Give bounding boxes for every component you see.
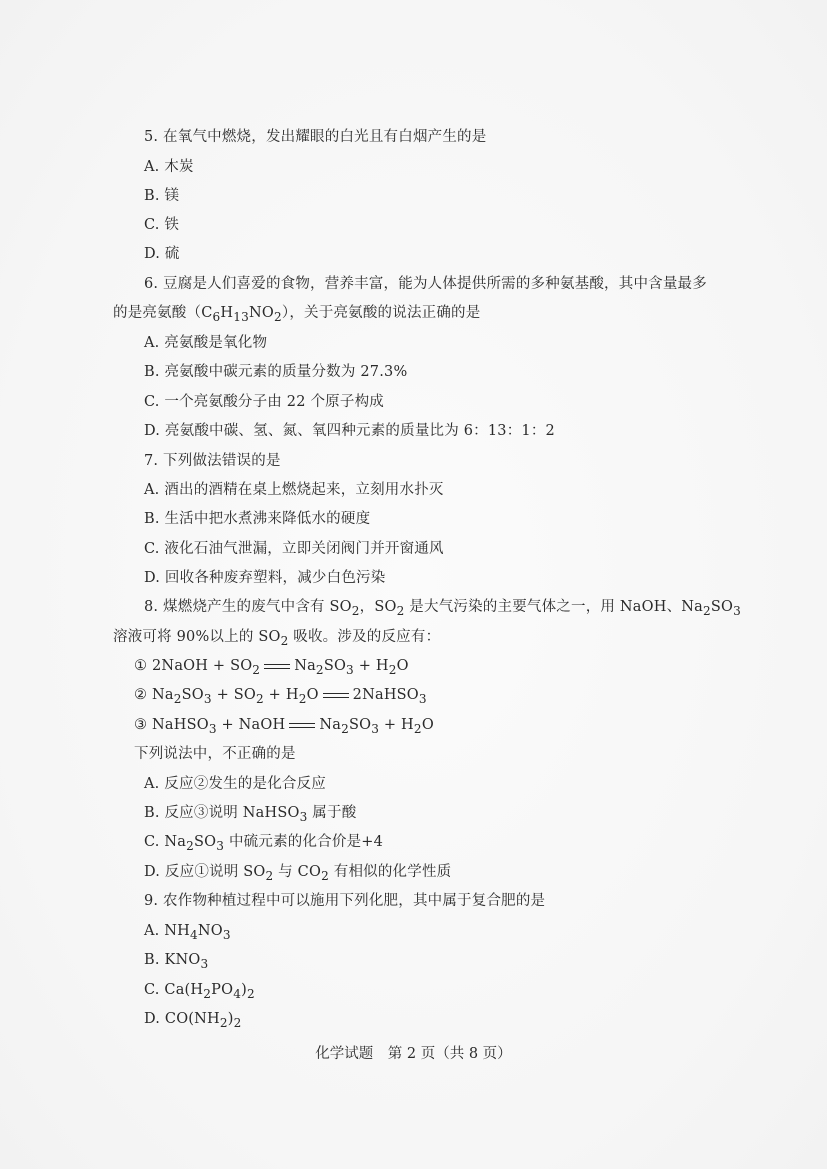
q7-option-a: A. 酒出的酒精在桌上燃烧起来，立刻用水扑灭	[144, 482, 444, 498]
q5-option-a: A. 木炭	[144, 159, 194, 175]
q9-option-d: D. $CO(NH_2)_2$	[144, 1011, 242, 1030]
q8-option-a: A. 反应②发生的是化合反应	[144, 776, 326, 792]
reaction-equation-1: ① 2NaOH + $SO_2$ $Na_2SO_3 + H_2O$	[134, 658, 409, 677]
leucine-formula: $C_6H_{13}NO_2$	[201, 305, 282, 324]
question-9-stem: 9. 农作物种植过程中可以施用下列化肥，其中属于复合肥的是	[144, 893, 546, 909]
q5-option-c: C. 铁	[144, 217, 180, 233]
q7-option-b: B. 生活中把水煮沸来降低水的硬度	[144, 511, 371, 527]
q8-option-c: C. $Na_2SO_3$ 中硫元素的化合价是+4	[144, 834, 384, 853]
question-8-substem: 下列说法中，不正确的是	[134, 746, 296, 762]
q6-option-c: C. 一个亮氨酸分子由 22 个原子构成	[144, 394, 384, 410]
question-6-stem-line2: 的是亮氨酸$(C_6H_{13}NO_2)$，关于亮氨酸的说法正确的是	[113, 305, 481, 324]
question-7-stem: 7. 下列做法错误的是	[144, 453, 281, 469]
q5-option-b: B. 镁	[144, 188, 180, 204]
equals-sign	[323, 693, 349, 698]
question-8-stem-line2: 溶液可将 90%以上的 $SO_2$ 吸收。涉及的反应有：	[113, 629, 441, 648]
reaction-equation-3: ③ NaHSO$_3$ + NaOH $Na_2SO_3 + H_2O$	[134, 717, 434, 736]
q6-option-b: B. 亮氨酸中碳元素的质量分数为 27.3%	[144, 364, 408, 380]
q6-option-a: A. 亮氨酸是氧化物	[144, 335, 268, 351]
equals-sign	[289, 723, 315, 728]
question-8-stem-line1: 8. 煤燃烧产生的废气中含有 $SO_2$，$SO_2$ 是大气污染的主要气体之一，用 NaOH、$Na_2SO_3$	[144, 599, 742, 618]
q8-option-d: D. 反应①说明 $SO_2$ 与 $CO_2$ 有相似的化学性质	[144, 864, 452, 883]
q6-option-d: D. 亮氨酸中碳、氢、氮、氧四种元素的质量比为 6：13：1：2	[144, 423, 555, 439]
q5-option-d: D. 硫	[144, 246, 180, 262]
q9-option-b: B. $KNO_3$	[144, 952, 209, 971]
question-5-stem: 5. 在氧气中燃烧，发出耀眼的白光且有白烟产生的是	[144, 129, 487, 145]
q8-option-b: B. 反应③说明 NaHSO$_3$ 属于酸	[144, 805, 357, 824]
q9-option-c: C. $Ca(H_2PO_4)_2$	[144, 982, 255, 1001]
page-footer: 化学试题 第 2 页（共 8 页）	[315, 1046, 512, 1062]
question-6-stem-line1: 6. 豆腐是人们喜爱的食物，营养丰富，能为人体提供所需的多种氨基酸，其中含量最多	[144, 276, 707, 292]
q7-option-c: C. 液化石油气泄漏，立即关闭阀门并开窗通风	[144, 541, 444, 557]
q9-option-a: A. $NH_4NO_3$	[144, 923, 231, 942]
q7-option-d: D. 回收各种废弃塑料，减少白色污染	[144, 570, 386, 586]
equals-sign	[264, 664, 290, 669]
reaction-equation-2: ② $Na_2SO_3 + SO_2 + H_2O$ 2NaHSO$_3$	[134, 687, 427, 706]
